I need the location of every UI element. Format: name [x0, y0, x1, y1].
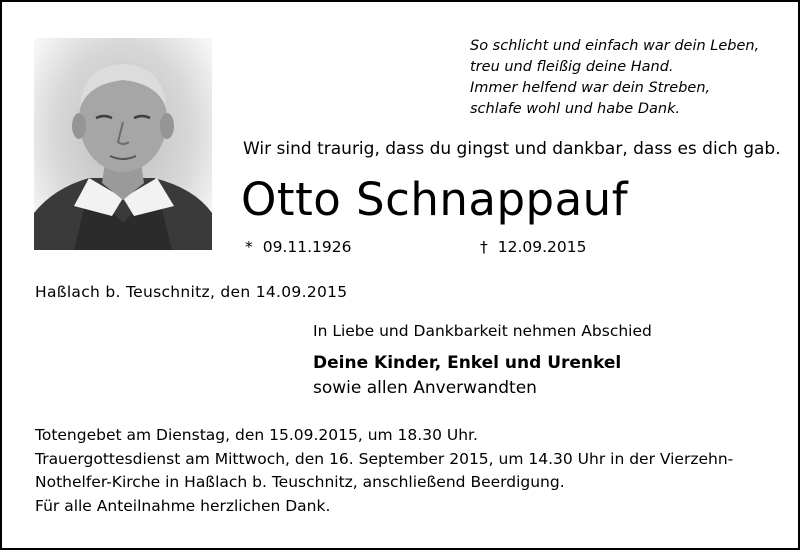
details-line: Totengebet am Dienstag, den 15.09.2015, um 18.30 Uhr. [35, 426, 478, 444]
service-details [35, 424, 733, 518]
deceased-name: Otto Schnappauf [241, 173, 629, 226]
poem-line: schlafe wohl und habe Dank. [470, 101, 681, 117]
death-date-value: 12.09.2015 [497, 238, 587, 256]
poem-line: So schlicht und einfach war dein Leben, [470, 38, 760, 54]
death-date [480, 238, 587, 256]
birth-date [245, 238, 352, 256]
memorial-quote: Wir sind traurig, dass du gingst und dankbar, dass es dich gab. [243, 139, 781, 159]
memorial-poem [470, 36, 759, 120]
poem-line: Immer helfend war dein Streben, [470, 80, 711, 96]
details-line: Für alle Anteilnahme herzlichen Dank. [35, 496, 331, 515]
birth-date-value: 09.11.1926 [262, 238, 352, 256]
portrait-photo [34, 38, 212, 250]
details-line: Nothelfer-Kirche in Haßlach b. Teuschnitz, anschließend Beerdigung. [35, 473, 565, 491]
details-line: Trauergottesdienst am Mittwoch, den 16. September 2015, um 14.30 Uhr in der Vierzehn- [35, 449, 734, 468]
portrait-illustration [34, 38, 212, 250]
mourners: Deine Kinder, Enkel und Urenkel [313, 353, 622, 373]
relatives: sowie allen Anverwandten [313, 378, 537, 398]
farewell-line: In Liebe und Dankbarkeit nehmen Abschied [313, 322, 652, 340]
poem-line: treu und fleißig deine Hand. [470, 59, 674, 75]
birth-symbol: * [245, 238, 253, 256]
place-and-date: Haßlach b. Teuschnitz, den 14.09.2015 [35, 283, 348, 301]
death-cross-icon: † [480, 238, 488, 256]
